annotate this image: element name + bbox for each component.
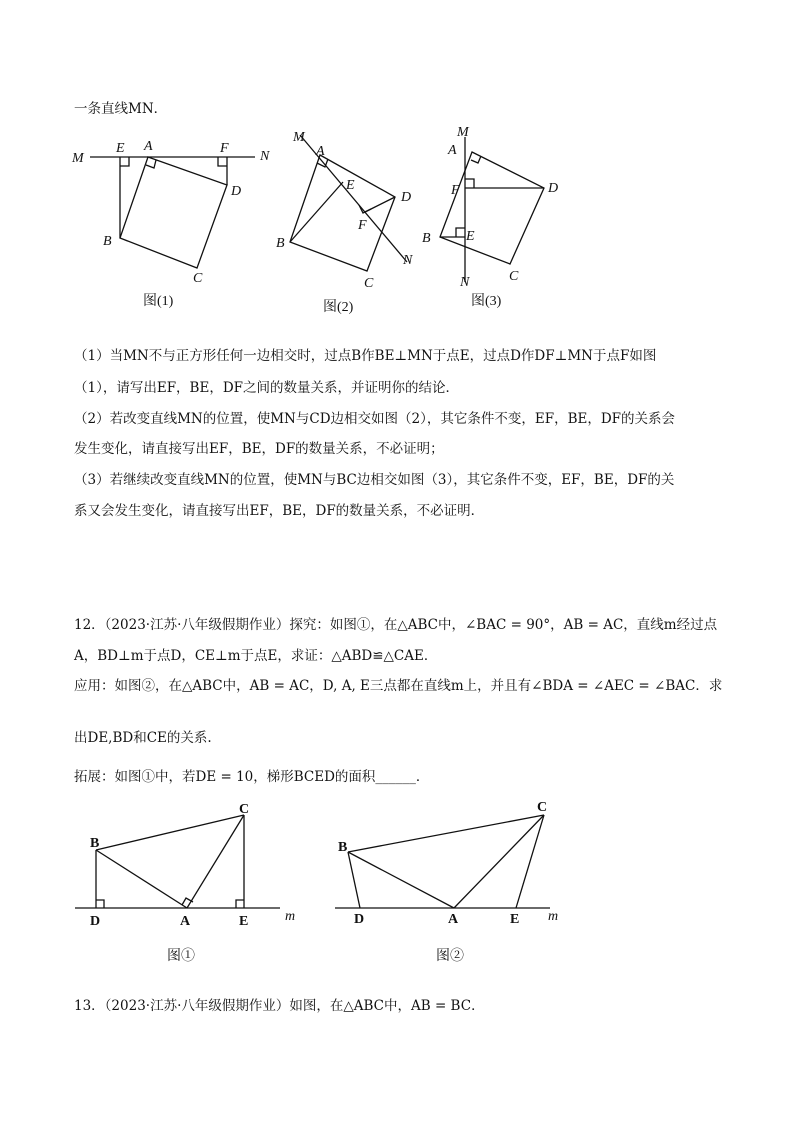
- label-N: N: [460, 275, 470, 290]
- q12-line-1: 12．（2023·江苏·八年级假期作业）探究：如图①，在△ABC中，∠BAC = 90°，AB = AC，直线m经过点: [74, 617, 718, 633]
- label-A: A: [144, 139, 153, 154]
- label-A: A: [448, 912, 459, 927]
- figure-1: [70, 135, 280, 285]
- label-N: N: [260, 149, 270, 164]
- label-C: C: [193, 271, 203, 286]
- label-F: F: [220, 141, 229, 156]
- label-B: B: [422, 231, 431, 246]
- caption-fig-3: 图(3): [471, 294, 502, 309]
- figure-circle-2: [330, 795, 570, 935]
- label-B: B: [103, 234, 112, 249]
- q12-line-4: 出DE,BD和CE的关系.: [74, 730, 212, 746]
- label-m: m: [285, 909, 296, 924]
- label-D: D: [401, 190, 412, 205]
- label-M: M: [293, 130, 305, 145]
- label-A: A: [180, 914, 191, 929]
- label-A: A: [448, 143, 457, 158]
- label-D: D: [354, 912, 365, 927]
- q11-line-5: （3）若继续改变直线MN的位置，使MN与BC边相交如图（3），其它条件不变，EF，BE，DF的关: [74, 472, 675, 488]
- label-N: N: [403, 253, 413, 268]
- label-C: C: [509, 269, 519, 284]
- q13-line-1: 13．（2023·江苏·八年级假期作业）如图，在△ABC中，AB = BC．: [74, 998, 485, 1014]
- figure-circle-1: [70, 802, 310, 935]
- q11-line-2: （1），请写出EF，BE，DF之间的数量关系，并证明你的结论．: [74, 380, 460, 396]
- caption-fig-1: 图(1): [143, 294, 174, 309]
- label-C: C: [364, 276, 374, 291]
- q11-line-1: （1）当MN不与正方形任何一边相交时，过点B作BE⊥MN于点E，过点D作DF⊥MN于点F如图: [74, 348, 657, 364]
- label-F: F: [358, 218, 367, 233]
- label-E: E: [510, 912, 520, 927]
- label-A: A: [316, 144, 325, 159]
- label-D: D: [548, 181, 559, 196]
- q11-line-3: （2）若改变直线MN的位置，使MN与CD边相交如图（2），其它条件不变，EF，BE，DF的关系会: [74, 411, 676, 427]
- label-E: E: [346, 178, 355, 193]
- figure-3: [420, 122, 570, 292]
- q11-line-4: 发生变化，请直接写出EF，BE，DF的数量关系，不必证明；: [74, 441, 444, 457]
- label-B: B: [338, 840, 348, 855]
- label-m: m: [548, 909, 559, 924]
- label-M: M: [457, 125, 469, 140]
- q11-line-6: 系又会发生变化，请直接写出EF，BE，DF的数量关系，不必证明．: [74, 503, 485, 519]
- caption-fig-2: 图(2): [323, 300, 354, 315]
- caption-fig-circle-1: 图①: [167, 949, 195, 964]
- label-E: E: [239, 914, 249, 929]
- figure-2: [276, 125, 425, 300]
- label-B: B: [276, 236, 285, 251]
- q12-line-5: 拓展：如图①中，若DE = 10，梯形BCED的面积______．: [74, 769, 430, 785]
- label-M: M: [72, 151, 84, 166]
- label-E: E: [466, 229, 475, 244]
- label-C: C: [537, 800, 548, 815]
- q12-line-2: A，BD⊥m于点D，CE⊥m于点E，求证：△ABD≌△CAE．: [74, 648, 438, 664]
- label-D: D: [231, 184, 242, 199]
- label-D: D: [90, 914, 101, 929]
- label-F: F: [451, 183, 460, 198]
- label-B: B: [90, 836, 100, 851]
- caption-fig-circle-2: 图②: [436, 949, 464, 964]
- intro-text: 一条直线MN．: [74, 101, 168, 117]
- label-C: C: [239, 802, 250, 817]
- label-E: E: [116, 141, 125, 156]
- q12-line-3: 应用：如图②，在△ABC中，AB = AC，D, A, E三点都在直线m上，并且有∠BDA = ∠AEC = ∠BAC．求: [74, 678, 723, 694]
